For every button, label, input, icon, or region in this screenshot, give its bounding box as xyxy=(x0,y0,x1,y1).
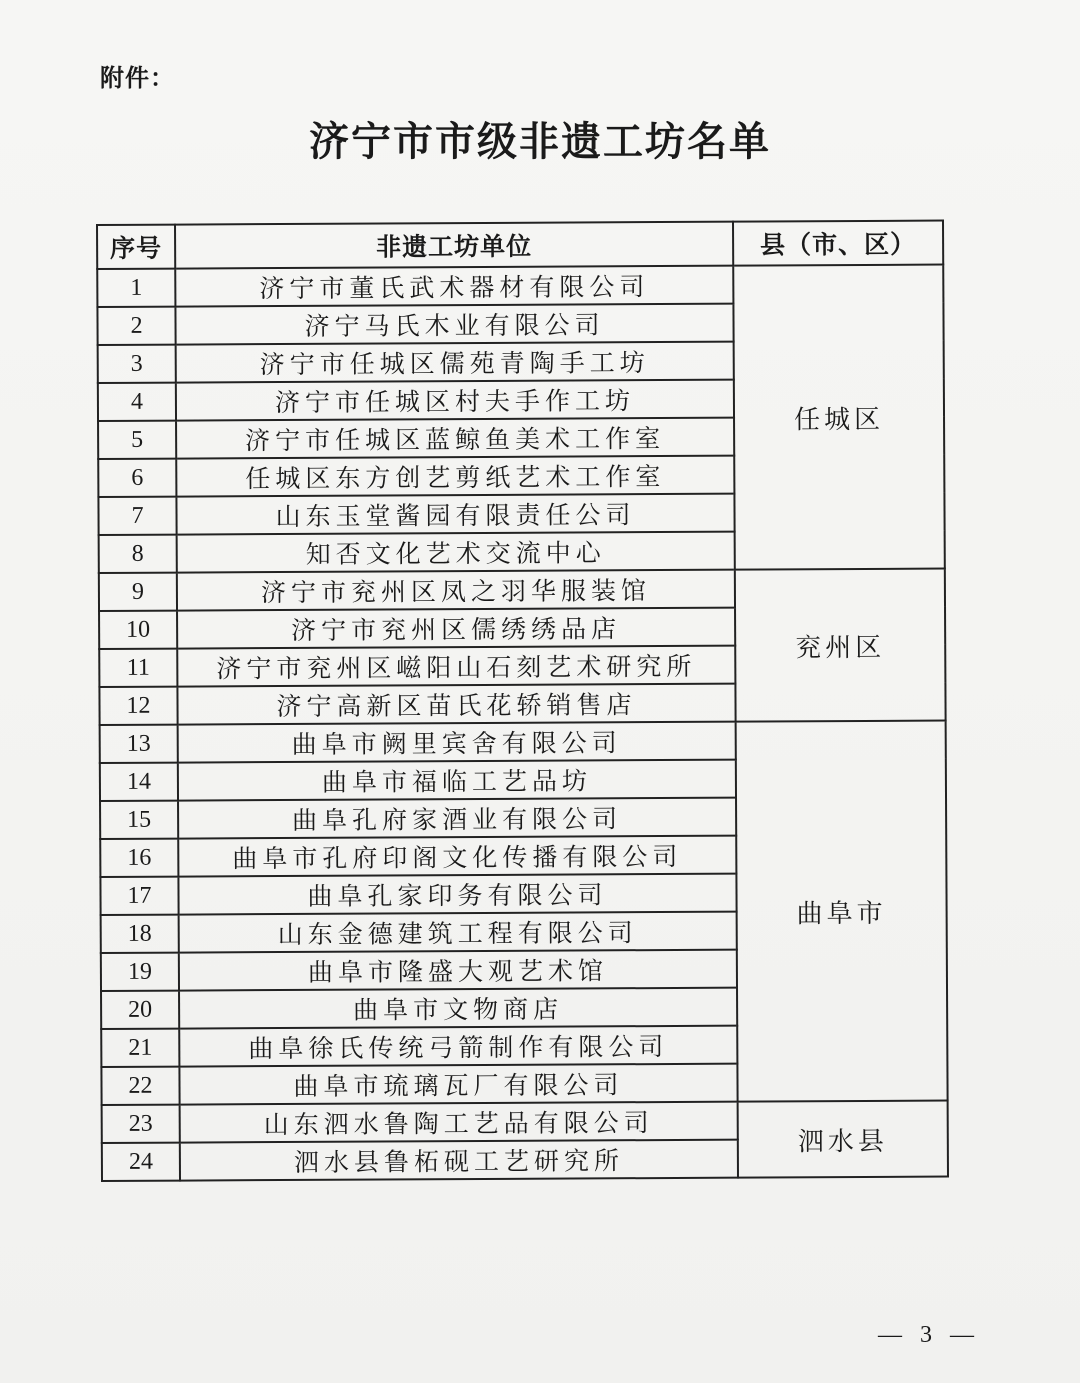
row-unit-name: 济宁市任城区村夫手作工坊 xyxy=(176,380,734,421)
row-unit-name: 任城区东方创艺剪纸艺术工作室 xyxy=(176,456,734,497)
row-unit-name: 济宁高新区苗氏花轿销售店 xyxy=(177,684,735,725)
row-index: 12 xyxy=(99,687,177,725)
row-unit-name: 曲阜市琉璃瓦厂有限公司 xyxy=(179,1064,737,1105)
county-cell: 任城区 xyxy=(733,265,945,570)
row-index: 24 xyxy=(102,1143,180,1181)
page-number: — 3 — xyxy=(878,1322,980,1348)
row-unit-name: 曲阜徐氏传统弓箭制作有限公司 xyxy=(179,1026,737,1067)
row-index: 3 xyxy=(98,345,176,383)
header-unit: 非遗工坊单位 xyxy=(175,222,733,269)
county-cell: 泗水县 xyxy=(738,1101,948,1178)
table-row xyxy=(97,265,943,307)
row-index: 8 xyxy=(99,535,177,573)
row-unit-name: 曲阜市福临工艺品坊 xyxy=(178,760,736,801)
row-unit-name: 济宁马氏木业有限公司 xyxy=(175,304,733,345)
row-index: 4 xyxy=(98,383,176,421)
attachment-label: 附件： xyxy=(100,64,175,92)
row-index: 13 xyxy=(100,725,178,763)
row-unit-name: 曲阜孔府家酒业有限公司 xyxy=(178,798,736,839)
row-index: 17 xyxy=(100,877,178,915)
row-index: 1 xyxy=(97,269,175,307)
row-index: 14 xyxy=(100,763,178,801)
table-header-row xyxy=(97,221,943,269)
header-index: 序号 xyxy=(97,225,175,269)
row-unit-name: 山东金德建筑工程有限公司 xyxy=(179,912,737,953)
row-unit-name: 济宁市任城区儒苑青陶手工坊 xyxy=(176,342,734,383)
row-index: 21 xyxy=(101,1029,179,1067)
row-index: 23 xyxy=(102,1105,180,1143)
page-title: 济宁市市级非遗工坊名单 xyxy=(309,118,771,165)
row-index: 10 xyxy=(99,611,177,649)
row-unit-name: 济宁市董氏武术器材有限公司 xyxy=(175,266,733,307)
row-index: 9 xyxy=(99,573,177,611)
row-index: 7 xyxy=(98,497,176,535)
row-index: 2 xyxy=(97,307,175,345)
row-index: 22 xyxy=(101,1067,179,1105)
row-unit-name: 知否文化艺术交流中心 xyxy=(177,532,735,573)
row-unit-name: 曲阜市文物商店 xyxy=(179,988,737,1029)
row-unit-name: 山东泗水鲁陶工艺品有限公司 xyxy=(180,1102,738,1143)
county-cell: 曲阜市 xyxy=(736,721,948,1102)
row-unit-name: 济宁市兖州区儒绣绣品店 xyxy=(177,608,735,649)
header-county: 县（市、区） xyxy=(733,221,943,266)
row-index: 16 xyxy=(100,839,178,877)
workshop-table xyxy=(96,220,949,1182)
county-cell: 兖州区 xyxy=(735,569,946,722)
table-row xyxy=(102,1101,948,1143)
row-index: 5 xyxy=(98,421,176,459)
row-unit-name: 泗水县鲁柘砚工艺研究所 xyxy=(180,1140,738,1181)
row-unit-name: 曲阜孔家印务有限公司 xyxy=(178,874,736,915)
table-body xyxy=(97,265,948,1181)
row-index: 15 xyxy=(100,801,178,839)
row-index: 11 xyxy=(99,649,177,687)
row-unit-name: 曲阜市阙里宾舍有限公司 xyxy=(178,722,736,763)
row-unit-name: 济宁市任城区蓝鲸鱼美术工作室 xyxy=(176,418,734,459)
row-index: 19 xyxy=(101,953,179,991)
row-unit-name: 山东玉堂酱园有限责任公司 xyxy=(176,494,734,535)
row-unit-name: 济宁市兖州区凤之羽华服装馆 xyxy=(177,570,735,611)
row-unit-name: 济宁市兖州区嵫阳山石刻艺术研究所 xyxy=(177,646,735,687)
row-index: 6 xyxy=(98,459,176,497)
row-index: 18 xyxy=(101,915,179,953)
row-unit-name: 曲阜市隆盛大观艺术馆 xyxy=(179,950,737,991)
row-index: 20 xyxy=(101,991,179,1029)
table-row xyxy=(100,721,946,763)
table-row xyxy=(99,569,945,611)
row-unit-name: 曲阜市孔府印阁文化传播有限公司 xyxy=(178,836,736,877)
